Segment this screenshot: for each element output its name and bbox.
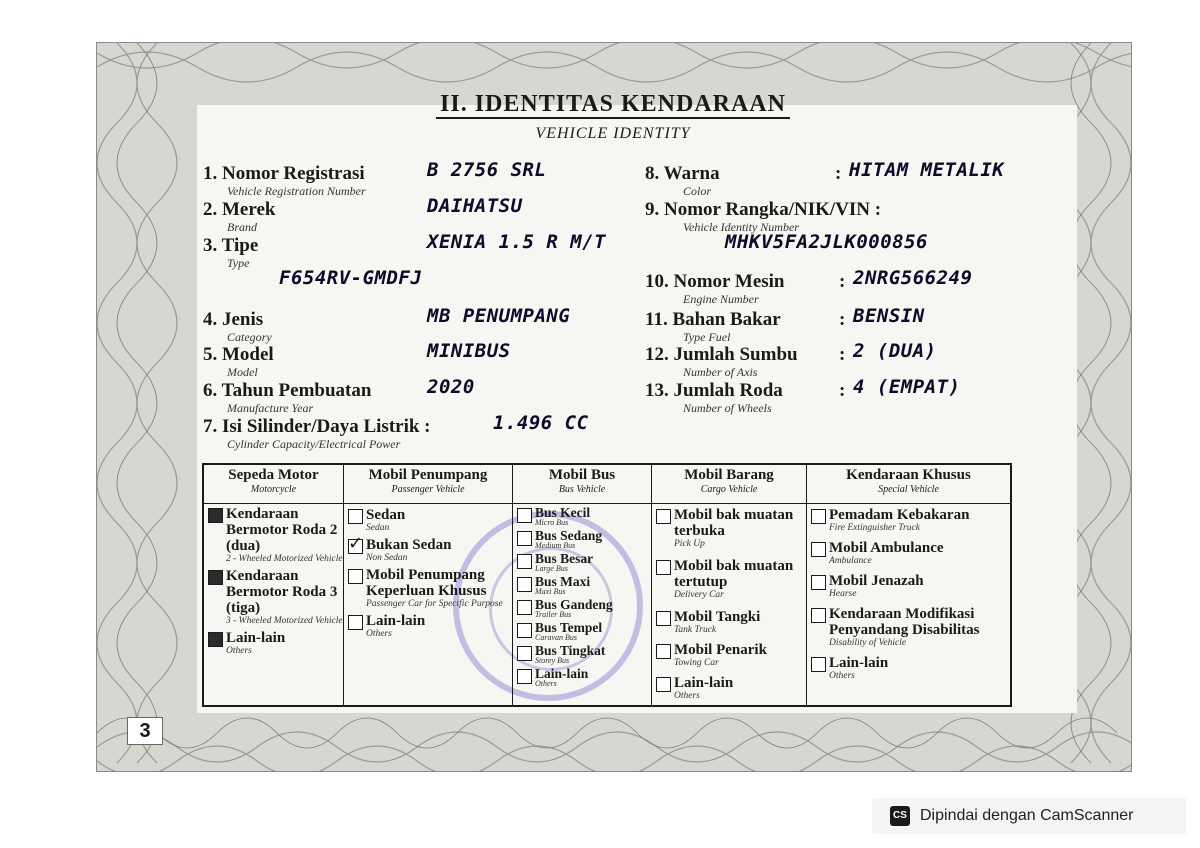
field-brand-sub: Brand — [227, 220, 257, 234]
option-sublabel: Large Bus — [535, 564, 568, 573]
field-engine-sub: Engine Number — [683, 292, 759, 306]
option-label: Bukan Sedan — [366, 537, 452, 553]
checkbox[interactable] — [811, 542, 826, 557]
option-label: Mobil Ambulance — [829, 540, 944, 556]
option-sublabel: Pick Up — [674, 539, 705, 549]
option-jenazah[interactable] — [807, 573, 1010, 600]
option-label: Bus Tingkat — [535, 643, 606, 658]
field-registration-label: 1. Nomor Registrasi — [203, 163, 365, 184]
field-cylinder-sub: Cylinder Capacity/Electrical Power — [227, 437, 401, 451]
checkbox[interactable] — [811, 608, 826, 623]
field-color-value: HITAM METALIK — [849, 159, 1005, 181]
column-title: Mobil Barang — [684, 467, 774, 483]
field-wheels-colon: : — [839, 380, 846, 401]
field-axis-label: 12. Jumlah Sumbu — [645, 344, 798, 365]
field-category-value: MB PENUMPANG — [427, 305, 571, 327]
checkbox[interactable] — [517, 577, 532, 592]
option-lain-lain[interactable] — [204, 630, 343, 657]
column-subtitle: Motorcycle — [250, 484, 297, 495]
field-type-value: XENIA 1.5 R M/T — [427, 231, 607, 253]
option-pemadam[interactable] — [807, 507, 1010, 534]
option-label: Mobil Tangki — [674, 609, 761, 625]
column-subtitle: Special Vehicle — [878, 484, 939, 495]
option-label: Bus Maxi — [535, 574, 591, 589]
checkbox[interactable] — [208, 508, 223, 523]
checkbox[interactable] — [208, 632, 223, 647]
option-bus-gandeng[interactable] — [513, 598, 651, 619]
option-label: Kendaraan Bermotor Roda 3 (tiga) — [226, 568, 338, 616]
field-year-value: 2020 — [427, 376, 475, 398]
page-number: 3 — [127, 717, 163, 745]
option-sublabel: 2 - Wheeled Motorized Vehicle — [226, 554, 343, 564]
field-engine-label: 10. Nomor Mesin — [645, 271, 785, 292]
option-sublabel: Others — [366, 629, 392, 639]
checkbox[interactable] — [348, 569, 363, 584]
checkbox-checked[interactable] — [348, 539, 363, 554]
option-sublabel: Maxi Bus — [535, 587, 566, 596]
field-color-label: 8. Warna — [645, 163, 720, 184]
camscanner-badge — [872, 798, 1186, 834]
field-fuel-colon: : — [839, 309, 846, 330]
option-sublabel: Trailer Bus — [535, 610, 572, 619]
option-sublabel: Others — [829, 671, 855, 681]
field-type-value-2: F654RV-GMDFJ — [279, 267, 423, 289]
option-bak-terbuka[interactable] — [652, 507, 806, 550]
section-subtitle: VEHICLE IDENTITY — [535, 125, 691, 142]
field-engine-value: 2NRG566249 — [853, 267, 973, 289]
field-registration-sub: Vehicle Registration Number — [227, 184, 366, 198]
option-sublabel: Others — [674, 691, 700, 701]
option-label: Lain-lain — [674, 675, 734, 691]
field-vin-sub: Vehicle Identity Number — [683, 220, 799, 234]
option-sublabel: Others — [226, 646, 252, 656]
column-header — [807, 467, 1010, 504]
checkbox[interactable] — [811, 657, 826, 672]
option-sublabel: Medium Bus — [535, 541, 576, 550]
option-bak-tertutup[interactable] — [652, 558, 806, 601]
option-sublabel: Tank Truck — [674, 625, 717, 635]
checkbox[interactable] — [517, 600, 532, 615]
checkbox[interactable] — [348, 615, 363, 630]
column-header — [652, 467, 806, 504]
option-label: Mobil Penumpang Keperluan Khusus — [366, 567, 487, 599]
option-label: Mobil bak muatan terbuka — [674, 507, 794, 539]
field-color-colon: : — [835, 163, 842, 184]
camscanner-text: Dipindai dengan CamScanner — [920, 807, 1134, 824]
checkbox[interactable] — [517, 531, 532, 546]
column-title: Mobil Penumpang — [368, 467, 488, 483]
option-bus-tingkat[interactable] — [513, 644, 651, 665]
field-fuel-label: 11. Bahan Bakar — [645, 309, 781, 330]
option-label: Kendaraan Modifikasi Penyandang Disabilitas — [829, 606, 980, 638]
column-subtitle: Cargo Vehicle — [700, 484, 758, 495]
column-header — [513, 467, 651, 504]
field-category-label: 4. Jenis — [203, 309, 264, 330]
option-label: Bus Besar — [535, 551, 594, 566]
field-type-sub: Type — [227, 256, 250, 270]
option-bus-sedang[interactable] — [513, 529, 651, 550]
option-label: Bus Kecil — [535, 505, 591, 520]
column-title: Mobil Bus — [548, 467, 616, 483]
option-lain-lain[interactable] — [344, 613, 512, 640]
option-label: Mobil bak muatan tertutup — [674, 558, 794, 590]
field-cylinder-label: 7. Isi Silinder/Daya Listrik : — [203, 416, 431, 437]
section-title: II. IDENTITAS KENDARAAN — [323, 91, 903, 118]
option-sublabel: Caravan Bus — [535, 633, 577, 642]
checkbox[interactable] — [517, 669, 532, 684]
field-fuel-sub: Type Fuel — [683, 330, 731, 344]
option-sublabel: Ambulance — [829, 556, 872, 566]
option-disabilitas[interactable] — [807, 606, 1010, 649]
option-bus-besar[interactable] — [513, 552, 651, 573]
checkbox[interactable] — [348, 509, 363, 524]
field-wheels-label: 13. Jumlah Roda — [645, 380, 783, 401]
field-brand-label: 2. Merek — [203, 199, 276, 220]
field-axis-value: 2 (DUA) — [853, 340, 937, 362]
option-sublabel: Delivery Car — [674, 590, 724, 600]
option-label: Pemadam Kebakaran — [829, 507, 970, 523]
column-title: Sepeda Motor — [228, 467, 319, 483]
checkbox[interactable] — [811, 509, 826, 524]
checkbox[interactable] — [656, 611, 671, 626]
option-label: Bus Sedang — [535, 528, 603, 543]
option-sublabel: Sedan — [366, 523, 390, 533]
option-bukan-sedan[interactable] — [344, 537, 512, 564]
column-passenger — [344, 465, 513, 705]
option-sublabel: Towing Car — [674, 658, 719, 668]
field-vin-value: MHKV5FA2JLK000856 — [725, 231, 928, 253]
option-bus-tempel[interactable] — [513, 621, 651, 642]
option-sedan[interactable] — [344, 507, 512, 534]
column-header — [344, 467, 512, 504]
field-vin-label: 9. Nomor Rangka/NIK/VIN : — [645, 199, 882, 220]
vehicle-identity-document — [96, 42, 1132, 772]
field-wheels-value: 4 (EMPAT) — [853, 376, 961, 398]
column-bus — [513, 465, 652, 705]
option-penarik[interactable] — [652, 642, 806, 669]
field-category-sub: Category — [227, 330, 272, 344]
option-label: Sedan — [366, 507, 406, 523]
column-special — [807, 465, 1010, 705]
option-sublabel: Micro Bus — [535, 518, 569, 527]
option-bus-maxi[interactable] — [513, 575, 651, 596]
field-model-label: 5. Model — [203, 344, 274, 365]
option-sublabel: Disability of Vehicle — [829, 638, 907, 648]
option-label: Mobil Jenazah — [829, 573, 924, 589]
checkbox[interactable] — [517, 508, 532, 523]
column-motorcycle — [204, 465, 344, 705]
field-year-label: 6. Tahun Pembuatan — [203, 380, 372, 401]
checkbox[interactable] — [656, 560, 671, 575]
field-color-sub: Color — [683, 184, 712, 198]
option-label: Lain-lain — [366, 613, 426, 629]
option-roda-3[interactable] — [204, 568, 343, 627]
field-engine-colon: : — [839, 271, 846, 292]
field-axis-colon: : — [839, 344, 846, 365]
option-label: Lain-lain — [829, 655, 889, 671]
option-sublabel: Fire Extinguisher Truck — [829, 523, 920, 533]
column-title: Kendaraan Khusus — [846, 467, 971, 483]
option-label: Bus Gandeng — [535, 597, 613, 612]
field-type-label: 3. Tipe — [203, 235, 259, 256]
option-sublabel: Storey Bus — [535, 656, 570, 665]
checkbox[interactable] — [208, 570, 223, 585]
option-sublabel: Non Sedan — [366, 553, 408, 563]
column-header — [204, 467, 343, 504]
column-subtitle: Passenger Vehicle — [391, 484, 465, 495]
option-label: Kendaraan Bermotor Roda 2 (dua) — [226, 506, 338, 554]
option-sublabel: Others — [535, 679, 557, 688]
field-wheels-sub: Number of Wheels — [683, 401, 772, 415]
vehicle-category-table — [202, 463, 1012, 707]
option-keperluan-khusus[interactable] — [344, 567, 512, 610]
field-model-sub: Model — [227, 365, 258, 379]
option-roda-2[interactable] — [204, 506, 343, 565]
field-cylinder-value: 1.496 CC — [493, 412, 589, 434]
checkbox[interactable] — [656, 509, 671, 524]
option-sublabel: 3 - Wheeled Motorized Vehicle — [226, 616, 343, 626]
option-label: Mobil Penarik — [674, 642, 767, 658]
checkbox[interactable] — [656, 644, 671, 659]
field-model-value: MINIBUS — [427, 340, 511, 362]
option-lain-lain[interactable] — [652, 675, 806, 702]
checkbox[interactable] — [811, 575, 826, 590]
column-subtitle: Bus Vehicle — [558, 484, 606, 495]
camscanner-logo-icon: CS — [890, 806, 910, 826]
column-cargo — [652, 465, 807, 705]
checkbox[interactable] — [656, 677, 671, 692]
option-label: Lain-lain — [535, 666, 589, 681]
option-lain-lain[interactable] — [807, 655, 1010, 682]
field-fuel-value: BENSIN — [853, 305, 925, 327]
field-registration-value: B 2756 SRL — [427, 159, 547, 181]
field-axis-sub: Number of Axis — [683, 365, 758, 379]
checkbox[interactable] — [517, 623, 532, 638]
option-lain-lain[interactable] — [513, 667, 651, 688]
option-ambulance[interactable] — [807, 540, 1010, 567]
field-year-sub: Manufacture Year — [227, 401, 314, 415]
option-tangki[interactable] — [652, 609, 806, 636]
checkbox[interactable] — [517, 646, 532, 661]
option-sublabel: Passenger Car for Specific Purpose — [366, 599, 503, 609]
checkbox[interactable] — [517, 554, 532, 569]
option-sublabel: Hearse — [829, 589, 857, 599]
field-brand-value: DAIHATSU — [427, 195, 523, 217]
option-bus-kecil[interactable] — [513, 506, 651, 527]
option-label: Lain-lain — [226, 630, 286, 646]
option-label: Bus Tempel — [535, 620, 603, 635]
